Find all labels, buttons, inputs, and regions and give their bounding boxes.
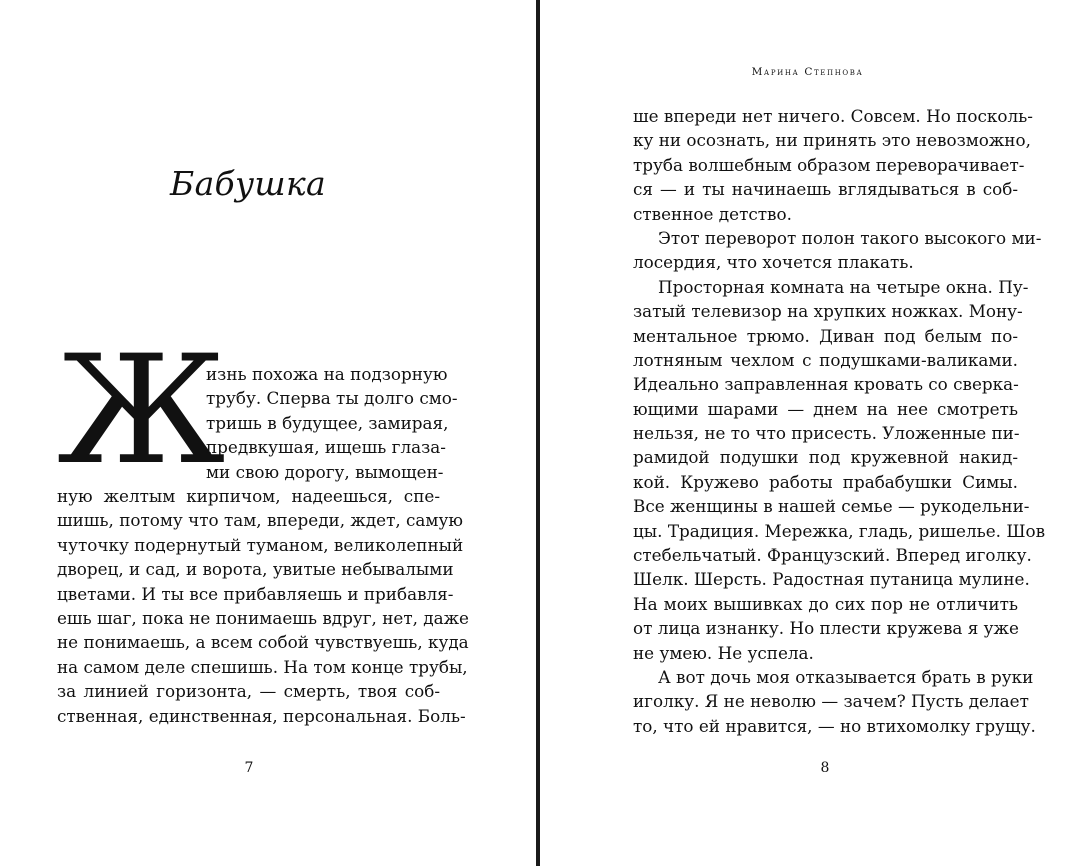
right-page-body	[633, 104, 1046, 738]
text-line: Идеально заправленная кровать со сверка-	[633, 374, 1019, 395]
text-line: ственное детство.	[633, 203, 792, 224]
text-line: ку ни осознать, ни принять это невозможно,	[633, 130, 1031, 151]
page-number-right: 8	[820, 760, 830, 776]
text-line: А вот дочь моя отказывается брать в руки	[658, 666, 1034, 687]
text-line: предвкушая, ищешь глаза-	[206, 437, 446, 458]
paragraph-beside-drop-cap	[206, 362, 458, 484]
text-line: на самом деле спешишь. На том конце трубы,	[57, 656, 468, 677]
drop-cap: Ж	[57, 324, 226, 498]
page-number-left: 7	[244, 760, 254, 776]
text-line: иголку. Я не неволю — зачем? Пусть делает	[633, 691, 1029, 712]
running-head-author: Марина Степнова	[751, 66, 864, 78]
text-line: ную желтым кирпичом, надеешься, спе-	[57, 486, 440, 506]
text-line: от лица изнанку. Но плести кружева я уже	[633, 618, 1019, 639]
text-line: лосердия, что хочется плакать.	[633, 252, 914, 273]
left-page	[0, 0, 536, 866]
text-line: не умею. Не успела.	[633, 642, 814, 663]
text-line: дворец, и сад, и ворота, увитые небывалыми	[57, 559, 454, 580]
text-line: затый телевизор на хрупких ножках. Мону-	[633, 301, 1023, 322]
text-line: Шелк. Шерсть. Радостная путаница мулине.	[633, 569, 1030, 590]
text-line: цы. Традиция. Мережка, гладь, ришелье. Шов	[633, 520, 1046, 541]
text-line: стебельчатый. Французский. Вперед иголку.	[633, 545, 1032, 566]
text-line: не понимаешь, а всем собой чувствуешь, куда	[57, 632, 469, 653]
text-line: Этот переворот полон такого высокого ми-	[658, 227, 1042, 248]
text-line: ственная, единственная, персональная. Боль-	[57, 705, 466, 726]
text-line: за линией горизонта, — смерть, твоя соб-	[57, 681, 440, 702]
text-line: чуточку подернутый туманом, великолепный	[57, 534, 464, 555]
text-line: рамидой подушки под кружевной накид-	[633, 447, 1018, 468]
text-line: Все женщины в нашей семье — рукодельни-	[633, 496, 1030, 517]
text-line: Просторная комната на четыре окна. Пу-	[658, 276, 1029, 297]
text-line: ше впереди нет ничего. Совсем. Но посколь-	[633, 106, 1033, 126]
text-line: ми свою дорогу, вымощен-	[206, 461, 444, 482]
right-page	[540, 0, 1075, 866]
text-line: шишь, потому что там, впереди, ждет, самую	[57, 510, 463, 531]
text-line: трубу. Сперва ты долго смо-	[206, 388, 458, 409]
text-line: изнь похожа на подзорную	[206, 364, 448, 384]
text-line: ментальное трюмо. Диван под белым по-	[633, 325, 1018, 346]
text-line: кой. Кружево работы прабабушки Симы.	[633, 471, 1018, 492]
text-line: тришь в будущее, замирая,	[206, 412, 449, 433]
text-line: ющими шарами — днем на нее смотреть	[633, 398, 1018, 419]
text-line: то, что ей нравится, — но втихомолку грущу.	[633, 715, 1036, 736]
text-line: ся — и ты начинаешь вглядываться в соб-	[633, 179, 1018, 200]
text-line: ешь шаг, пока не понимаешь вдруг, нет, даже	[57, 607, 469, 628]
text-line: На моих вышивках до сих пор не отличить	[633, 593, 1018, 614]
text-line: цветами. И ты все прибавляешь и прибавля-	[57, 583, 454, 604]
paragraph-continued	[57, 484, 469, 728]
text-line: труба волшебным образом переворачивает-	[633, 154, 1025, 175]
text-line: нельзя, не то что присесть. Уложенные пи-	[633, 423, 1020, 444]
text-line: лотняным чехлом с подушками-валиками.	[633, 349, 1018, 370]
chapter-title: Бабушка	[170, 164, 326, 203]
